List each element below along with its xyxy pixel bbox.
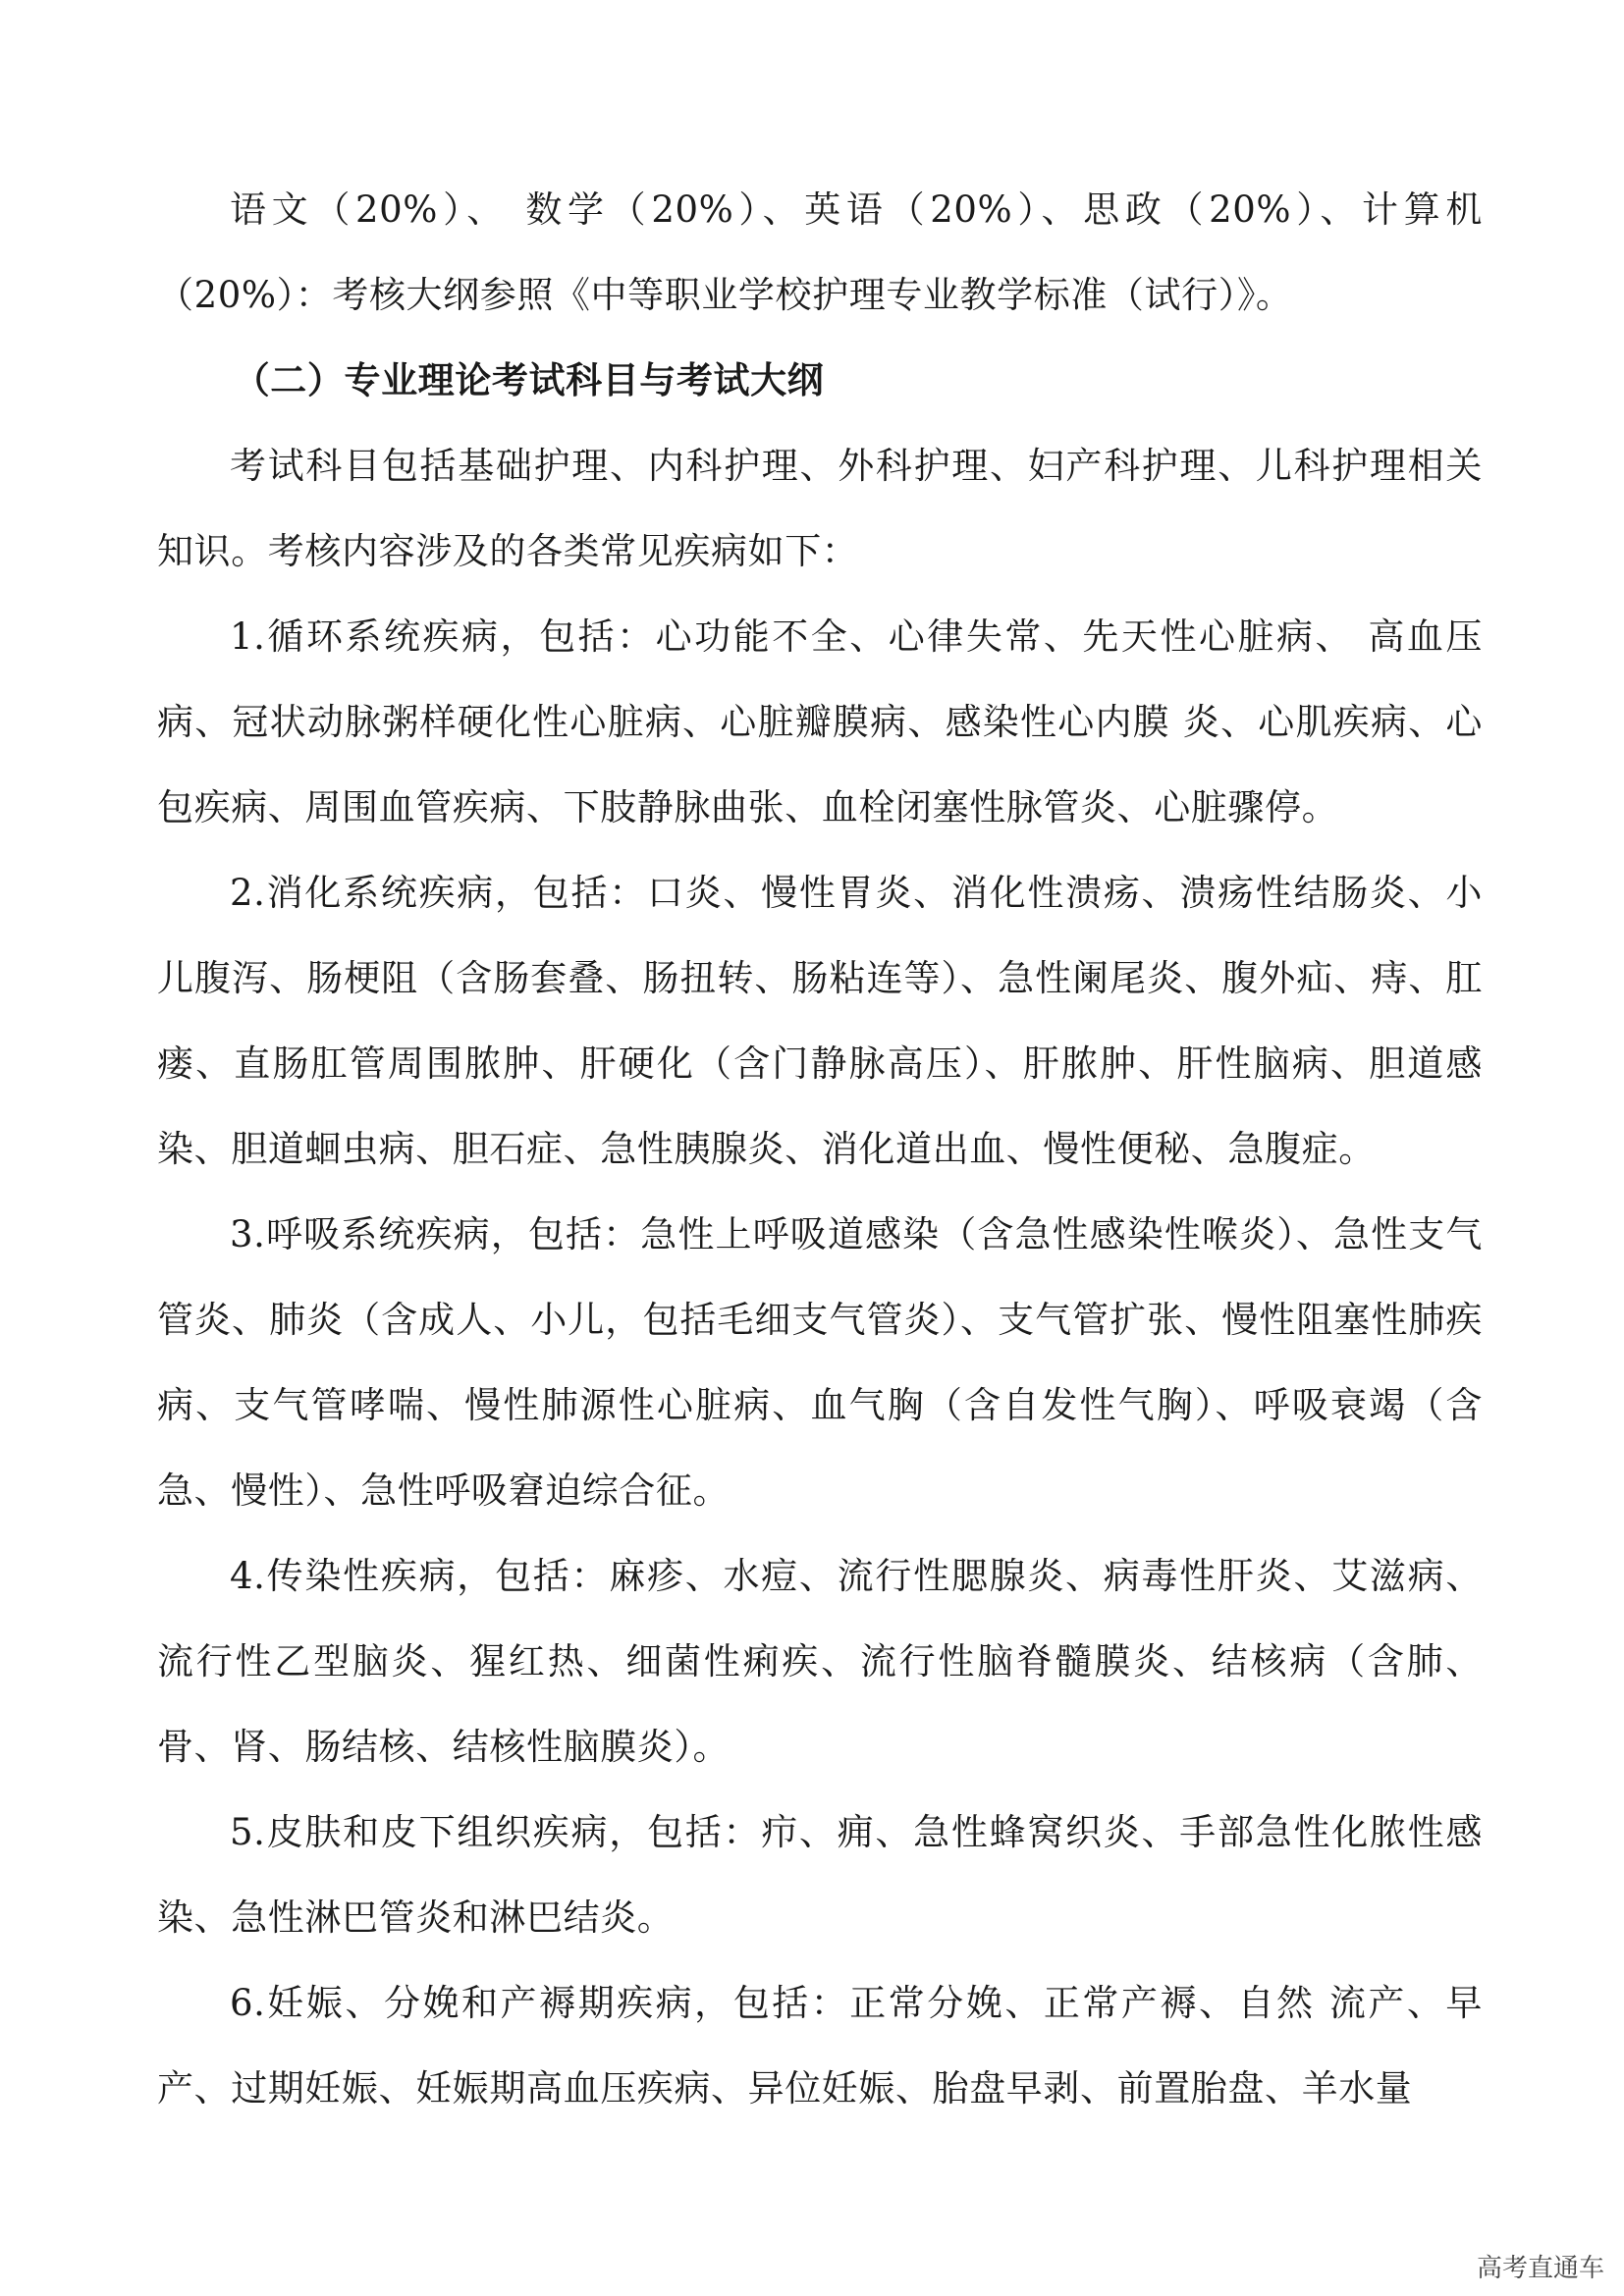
paragraph-pregnancy-diseases: 6.妊娠、分娩和产褥期疾病，包括：正常分娩、正常产褥、自然 流产、早产、过期妊娠、妊娠期高血压疾病、异位妊娠、胎盘早剥、前置胎盘、羊水量 [157,1982,1483,2109]
paragraph-exam-subjects: 考试科目包括基础护理、内科护理、外科护理、妇产科护理、儿科护理相关知识。考核内容涉及的各类常见疾病如下： [157,445,1483,572]
paragraph-digestive-diseases: 2.消化系统疾病，包括：口炎、慢性胃炎、消化性溃疡、溃疡性结肠炎、小儿腹泻、肠梗阻（含肠套叠、肠扭转、肠粘连等）、急性阑尾炎、腹外疝、痔、肛瘘、直肠肛管周围脓肿、肝硬化（含门静脉高压）、肝脓肿、肝性脑病、胆道感染、胆道蛔虫病、胆石症、急性胰腺炎、消化道出血、慢性便秘、急腹症。 [157,872,1483,1170]
paragraph-circulatory-diseases: 1.循环系统疾病，包括：心功能不全、心律失常、先天性心脏病、 高血压病、冠状动脉粥样硬化性心脏病、心脏瓣膜病、感染性心内膜 炎、心肌疾病、心包疾病、周围血管疾病、下肢静脉曲张、血栓闭塞性脉管炎、心脏骤停。 [157,615,1483,828]
watermark-label: 高考直通车 [1476,2254,1604,2283]
section-heading-professional-theory: （二）专业理论考试科目与考试大纲 [233,358,825,401]
paragraph-respiratory-diseases: 3.呼吸系统疾病，包括：急性上呼吸道感染（含急性感染性喉炎）、急性支气管炎、肺炎（含成人、小儿，包括毛细支气管炎）、支气管扩张、慢性阻塞性肺疾病、支气管哮喘、慢性肺源性心脏病、血气胸（含自发性气胸）、呼吸衰竭（含急、慢性）、急性呼吸窘迫综合征。 [157,1213,1483,1512]
paragraph-exam-weights: 语文（20%）、 数学（20%）、英语（20%）、思政（20%）、计算机（20%）：考核大纲参照《中等职业学校护理专业教学标准（试行）》。 [157,188,1483,316]
paragraph-skin-diseases: 5.皮肤和皮下组织疾病，包括：疖、痈、急性蜂窝织炎、手部急性化脓性感染、急性淋巴管炎和淋巴结炎。 [157,1811,1483,1939]
document-body [157,167,1483,2131]
paragraph-infectious-diseases: 4.传染性疾病，包括：麻疹、水痘、流行性腮腺炎、病毒性肝炎、艾滋病、流行性乙型脑炎、猩红热、细菌性痢疾、流行性脑脊髓膜炎、结核病（含肺、骨、肾、肠结核、结核性脑膜炎）。 [157,1555,1483,1768]
